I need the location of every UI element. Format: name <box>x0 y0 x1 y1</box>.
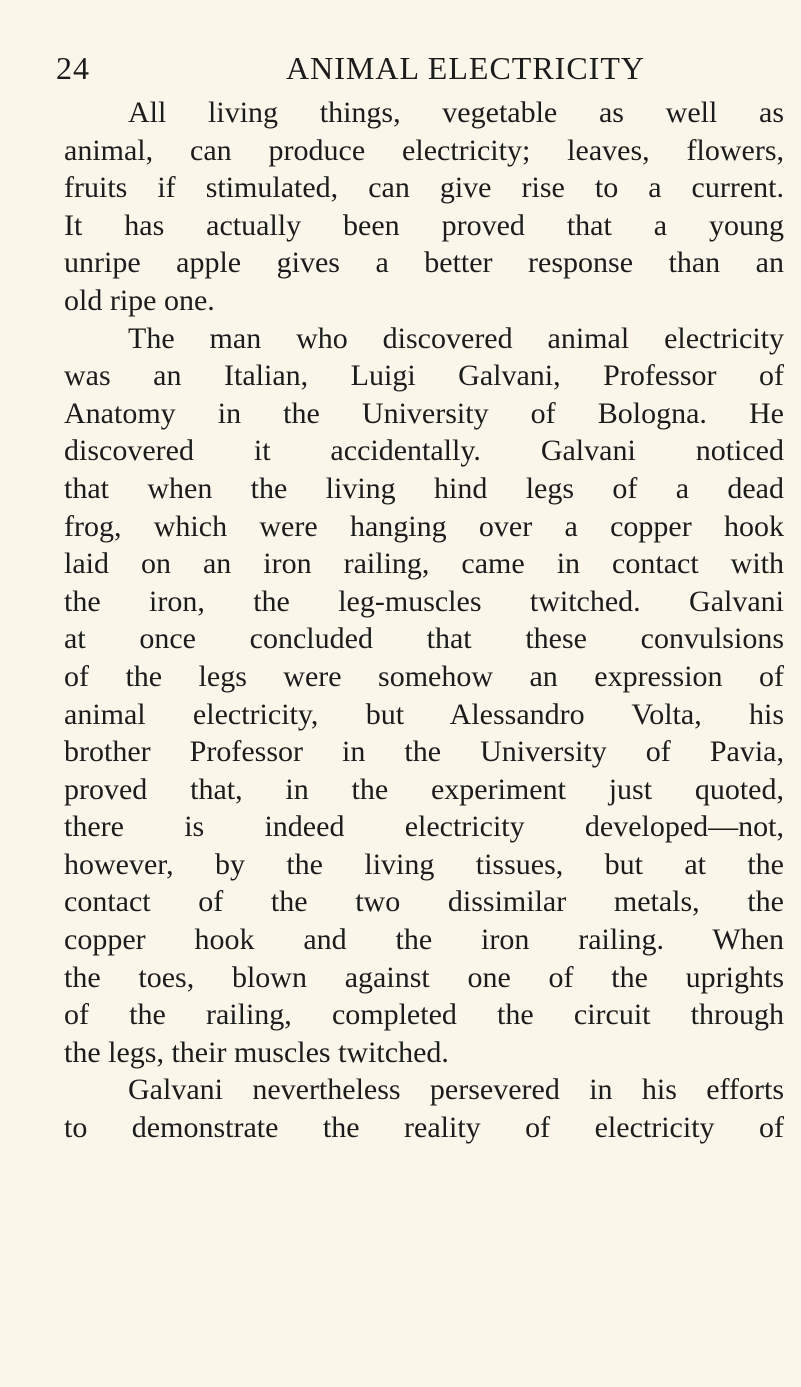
text-line: contact of the two dissimilar metals, the <box>64 885 784 919</box>
text-line: discovered it accidentally. Galvani noticed <box>64 434 784 468</box>
text-line: animal electricity, but Alessandro Volta, his <box>64 697 784 731</box>
text-line: unripe apple gives a better response than an <box>64 246 784 280</box>
text-line: was an Italian, Luigi Galvani, Professor of <box>64 359 784 393</box>
text-line: that when the living hind legs of a dead <box>64 471 784 505</box>
running-title: ANIMAL ELECTRICITY <box>286 50 645 86</box>
text-line: fruits if stimulated, can give rise to a current. <box>64 171 784 205</box>
text-line: The man who discovered animal electricity <box>128 321 784 355</box>
text-line: the iron, the leg-muscles twitched. Galvani <box>64 584 784 618</box>
text-line: however, by the living tissues, but at the <box>64 847 784 881</box>
page-number: 24 <box>56 50 90 86</box>
text-line: animal, can produce electricity; leaves, flowers, <box>64 133 784 167</box>
text-line: Galvani nevertheless persevered in his efforts <box>128 1073 784 1107</box>
text-line: of the railing, completed the circuit through <box>64 998 784 1032</box>
text-line: the toes, blown against one of the uprights <box>64 960 784 994</box>
text-line: All living things, vegetable as well as <box>128 96 784 129</box>
text-line: there is indeed electricity developed—not, <box>64 810 784 844</box>
running-head <box>56 46 746 90</box>
text-line: copper hook and the iron railing. When <box>64 923 784 957</box>
text-line: It has actually been proved that a young <box>64 208 784 242</box>
text-line: old ripe one. <box>64 283 215 317</box>
text-line: laid on an iron railing, came in contact with <box>64 547 784 581</box>
text-line: proved that, in the experiment just quoted, <box>64 772 784 806</box>
text-line: Anatomy in the University of Bologna. He <box>64 396 784 430</box>
text-line: brother Professor in the University of Pavia, <box>64 735 784 769</box>
text-line: to demonstrate the reality of electricity of <box>64 1111 784 1145</box>
text-line: the legs, their muscles twitched. <box>64 1035 449 1069</box>
body-text <box>64 94 784 1147</box>
text-line: at once concluded that these convulsions <box>64 622 784 656</box>
text-line: of the legs were somehow an expression of <box>64 659 784 693</box>
text-line: frog, which were hanging over a copper hook <box>64 509 784 543</box>
